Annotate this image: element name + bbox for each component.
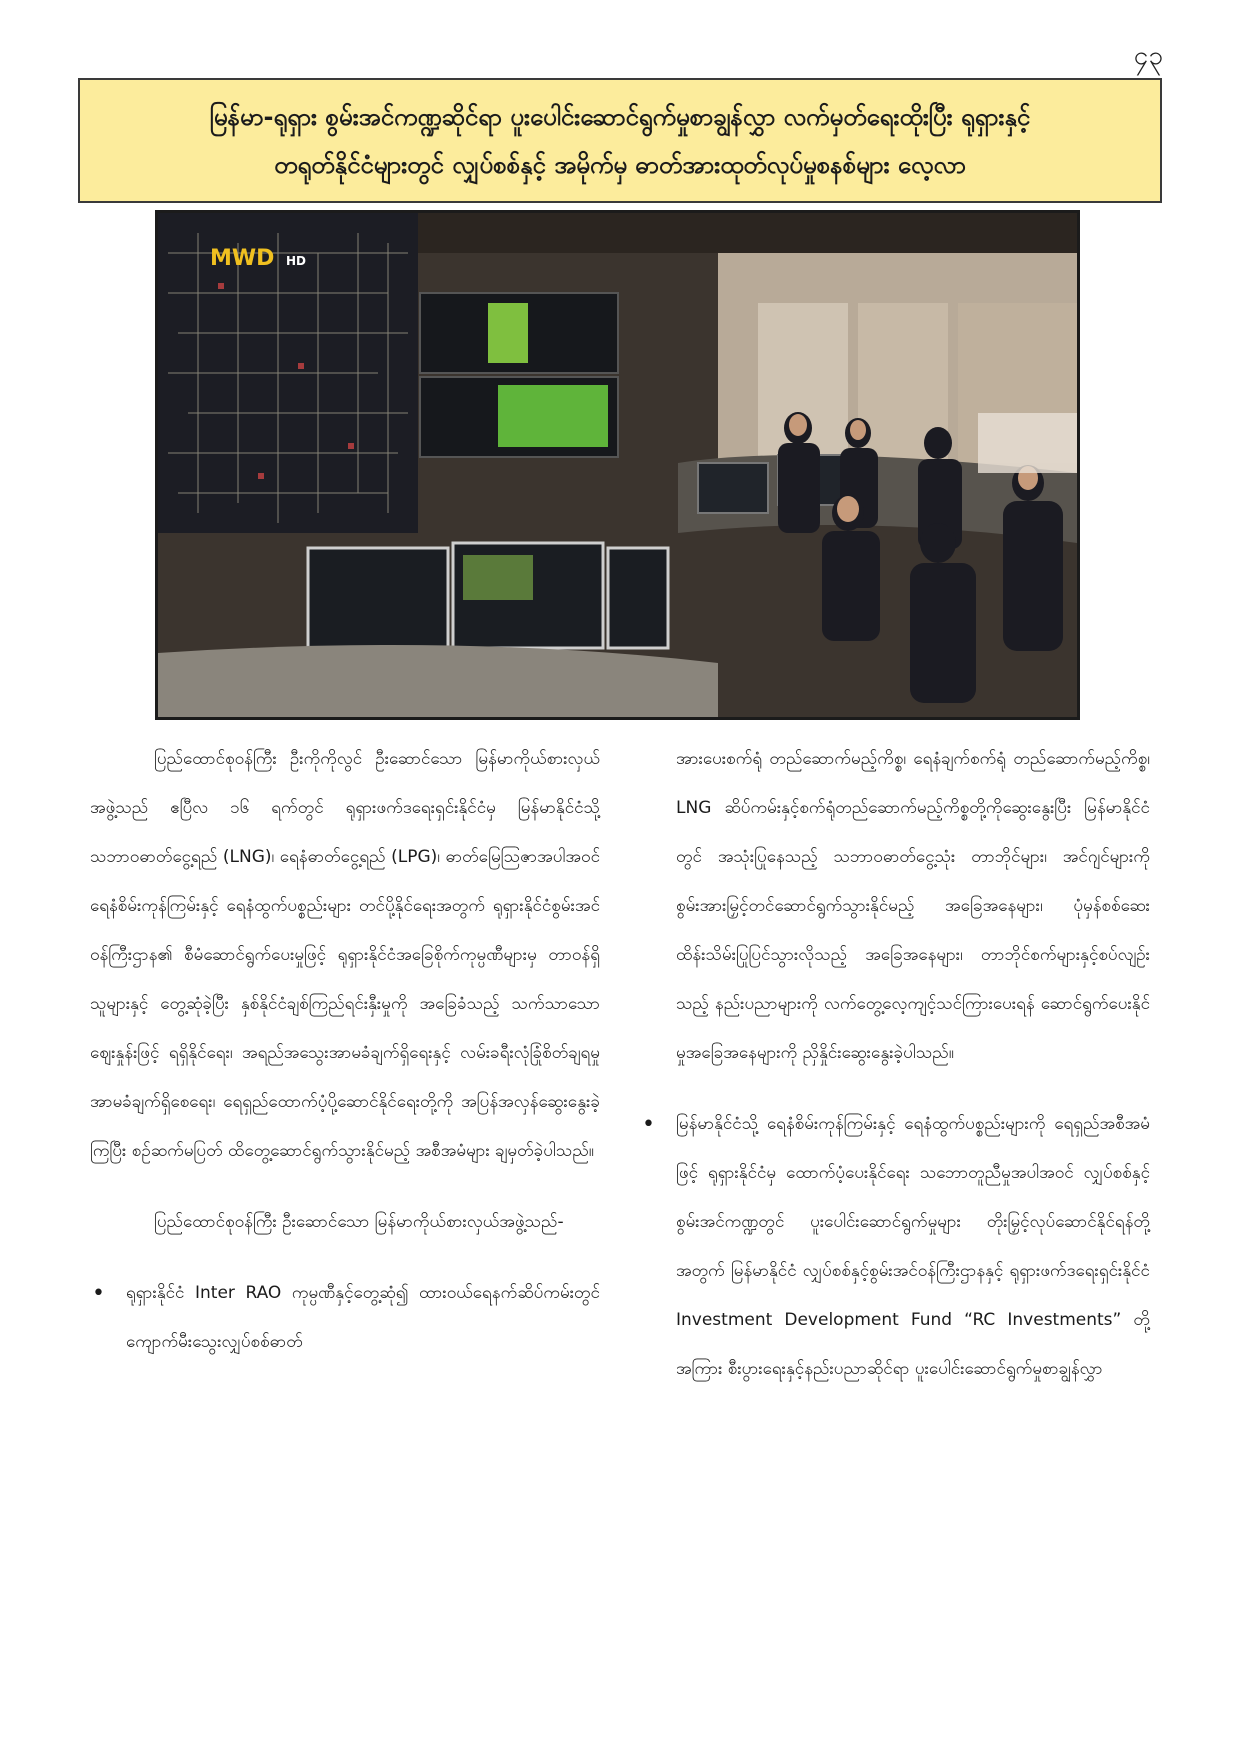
- bullet-item-2: [640, 1100, 1150, 1394]
- bullet-item-1-text: ရုရှားနိုင်ငံ Inter RAO ကုမ္ပဏီနှင့်တွေ့ဆုံ၍ ထားဝယ်ရေနက်ဆိပ်ကမ်းတွင် ကျောက်မီးသွေးလျှပ်စစ်ဓာတ်: [126, 1283, 600, 1352]
- left-column: [90, 735, 600, 1367]
- headline-line-2: တရုတ်နိုင်ငံများတွင် လျှပ်စစ်နှင့် အမိုက်မှ ဓာတ်အားထုတ်လုပ်မှုစနစ်များ လေ့လာ: [274, 150, 966, 179]
- bullet-dot-icon: •: [92, 1281, 105, 1306]
- control-room-illustration: [158, 213, 1077, 717]
- headline-box: [78, 78, 1162, 203]
- right-column: [640, 735, 1150, 1394]
- bullet-item-1: [90, 1269, 600, 1367]
- page-number: ၄၃: [1133, 41, 1163, 71]
- control-room-photo: [155, 210, 1080, 720]
- left-paragraph-2: ပြည်ထောင်စုဝန်ကြီး ဦးဆောင်သော မြန်မာကိုယ်စားလှယ်အဖွဲ့သည်-: [154, 1212, 564, 1232]
- left-paragraph-1: ပြည်ထောင်စုဝန်ကြီး ဦးကိုကိုလွင် ဦးဆောင်သော မြန်မာကိုယ်စားလှယ်အဖွဲ့သည် ဧပြီလ ၁၆ ရက်တွင် ရုရှားဖက်ဒရေးရှင်းနိုင်ငံမှ မြန်မာနိုင်ငံသို့ သဘာဝဓာတ်ငွေ့ရည် (LNG)၊ ရေနံဓာတ်ငွေ့ရည် (LPG)၊ ဓာတ်မြေသြဇာအပါအဝင် ရေနံစိမ်းကုန်ကြမ်းနှင့် ရေနံထွက်ပစ္စည်းများ တင်ပို့နိုင်ရေးအတွက် ရုရှားနိုင်ငံစွမ်းအင်ဝန်ကြီးဌာန၏ စီမံဆောင်ရွက်ပေးမှုဖြင့် ရုရှားနိုင်ငံအခြေစိုက်ကုမ္ပဏီများမှ တာဝန်ရှိသူများနှင့် တွေ့ဆုံခဲ့ပြီး နှစ်နိုင်ငံချစ်ကြည်ရင်းနှီးမှုကို အခြေခံသည့် သက်သာသောဈေးနှုန်းဖြင့် ရရှိနိုင်ရေး၊ အရည်အသွေးအာမခံချက်ရှိရေးနှင့် လမ်းခရီးလုံခြုံစိတ်ချရမှုအာမခံချက်ရှိစေရေး၊ ရေရှည်ထောက်ပံ့ပို့ဆောင်နိုင်ရေးတို့ကို အပြန်အလှန်ဆွေးနွေးခဲ့ကြပြီး စဉ်ဆက်မပြတ် ထိတွေ့ဆောင်ရွက်သွားနိုင်မည့် အစီအမံများ ချမှတ်ခဲ့ပါသည်။: [90, 749, 600, 1161]
- channel-logo: MWD: [210, 246, 275, 271]
- channel-logo-suffix: HD: [286, 254, 307, 268]
- headline-line-1: မြန်မာ-ရုရှား စွမ်းအင်ကဏ္ဍဆိုင်ရာ ပူးပေါင်းဆောင်ရွက်မှုစာချွန်လွှာ လက်မှတ်ရေးထိုးပြီး ရုရှားနှင့်: [209, 102, 1031, 131]
- bullet-dot-icon: •: [642, 1112, 655, 1137]
- bullet-item-2-text: မြန်မာနိုင်ငံသို့ ရေနံစိမ်းကုန်ကြမ်းနှင့် ရေနံထွက်ပစ္စည်းများကို ရေရှည်အစီအမံဖြင့် ရုရှားနိုင်ငံမှ ထောက်ပံ့ပေးနိုင်ရေး သဘောတူညီမှုအပါအဝင် လျှပ်စစ်နှင့်စွမ်းအင်ကဏ္ဍတွင် ပူးပေါင်းဆောင်ရွက်မှုများ တိုးမြှင့်လုပ်ဆောင်နိုင်ရန်တို့အတွက် မြန်မာနိုင်ငံ လျှပ်စစ်နှင့်စွမ်းအင်ဝန်ကြီးဌာနနှင့် ရုရှားဖက်ဒရေးရှင်းနိုင်ငံ Investment Development Fund “RC Investments” တို့အကြား စီးပွားရေးနှင့်နည်းပညာဆိုင်ရာ ပူးပေါင်းဆောင်ရွက်မှုစာချွန်လွှာ: [676, 1114, 1150, 1379]
- right-paragraph-1: အားပေးစက်ရုံ တည်ဆောက်မည့်ကိစ္စ၊ ရေနံချက်စက်ရုံ တည်ဆောက်မည့်ကိစ္စ၊ LNG ဆိပ်ကမ်းနှင့်စက်ရုံတည်ဆောက်မည့်ကိစ္စတို့ကိုဆွေးနွေးပြီး မြန်မာနိုင်ငံတွင် အသုံးပြုနေသည့် သဘာဝဓာတ်ငွေ့သုံး တာဘိုင်များ၊ အင်ဂျင်များကို စွမ်းအားမြှင့်တင်ဆောင်ရွက်သွားနိုင်မည့် အခြေအနေများ၊ ပုံမှန်စစ်ဆေးထိန်းသိမ်းပြုပြင်သွားလိုသည့် အခြေအနေများ၊ တာဘိုင်စက်များနှင့်စပ်လျဉ်းသည့် နည်းပညာများကို လက်တွေ့လေ့ကျင့်သင်ကြားပေးရန် ဆောင်ရွက်ပေးနိုင်မှုအခြေအနေများကို ညှိနှိုင်းဆွေးနွေးခဲ့ပါသည်။: [676, 749, 1150, 1063]
